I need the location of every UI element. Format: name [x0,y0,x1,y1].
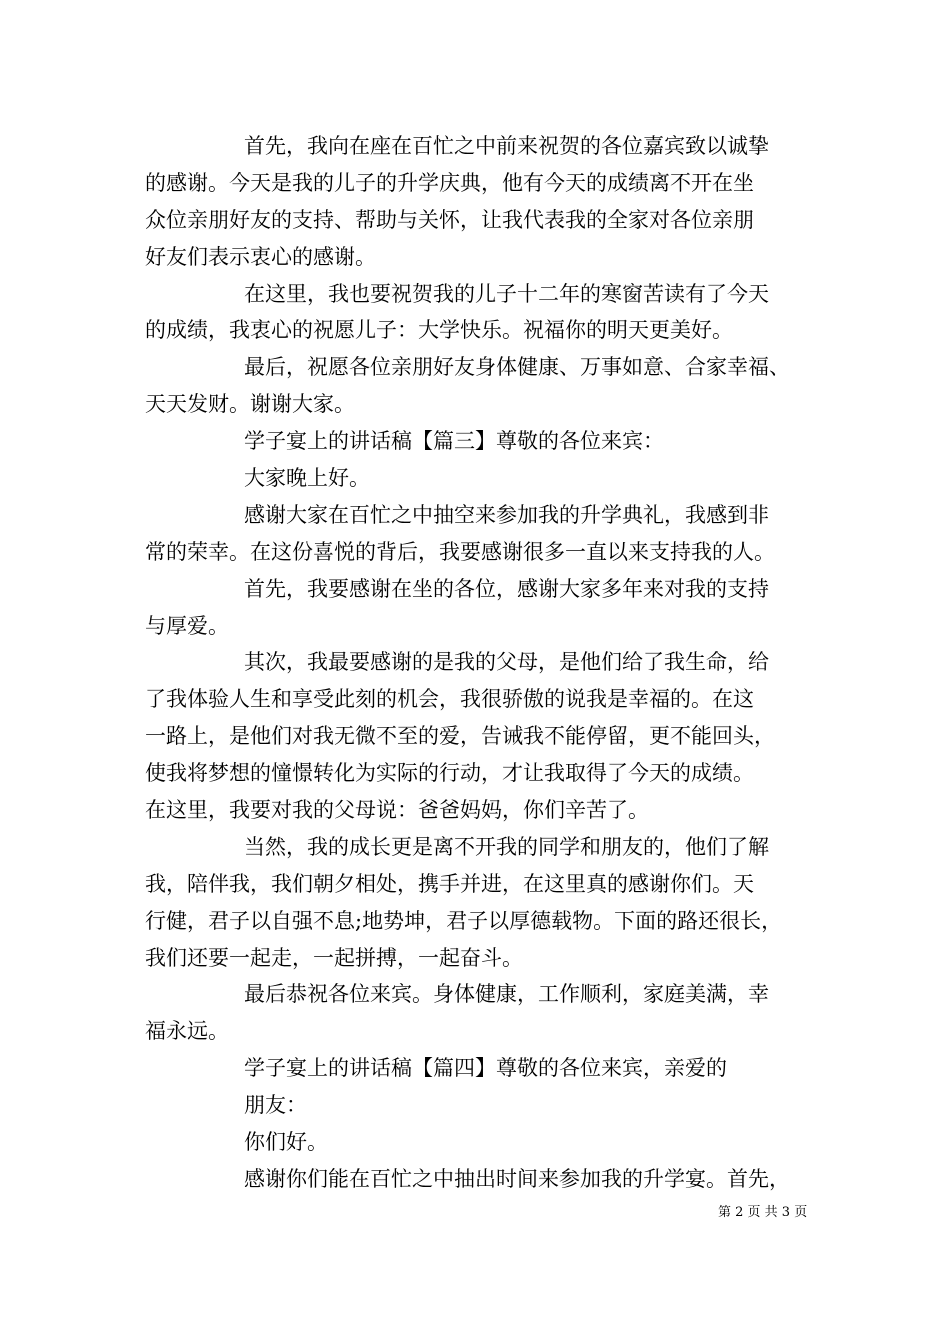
paragraph-line: 众位亲朋好友的支持、帮助与关怀，让我代表我的全家对各位亲朋 [145,207,754,232]
paragraph-line: 常的荣幸。在这份喜悦的背后，我要感谢很多一直以来支持我的人。 [145,539,775,564]
paragraph-line: 我们还要一起走，一起拼搏，一起奋斗。 [145,945,523,970]
paragraph-first-line: 你们好。 [244,1130,328,1155]
paragraph-line: 一路上，是他们对我无微不至的爱，告诫我不能停留，更不能回头， [145,724,775,749]
paragraph-first-line: 朋友： [244,1093,307,1118]
paragraph-first-line: 在这里，我也要祝贺我的儿子十二年的寒窗苦读有了今天 [244,281,769,306]
paragraph-first-line: 学子宴上的讲话稿【篇三】尊敬的各位来宾： [244,429,664,454]
paragraph-line: 我，陪伴我，我们朝夕相处，携手并进，在这里真的感谢你们。天 [145,871,754,896]
paragraph-first-line: 最后恭祝各位来宾。身体健康，工作顺利，家庭美满，幸 [244,982,769,1007]
paragraph-first-line: 其次，我最要感谢的是我的父母，是他们给了我生命，给 [244,650,769,675]
paragraph-line: 使我将梦想的憧憬转化为实际的行动，才让我取得了今天的成绩。 [145,761,754,786]
document-body [145,128,825,1198]
paragraph-line: 行健，君子以自强不息;地势坤，君子以厚德载物。下面的路还很长， [145,908,783,933]
paragraph-first-line: 当然，我的成长更是离不开我的同学和朋友的，他们了解 [244,834,769,859]
paragraph-first-line: 大家晚上好。 [244,466,370,491]
paragraph-first-line: 首先，我要感谢在坐的各位，感谢大家多年来对我的支持 [244,576,769,601]
paragraph-line: 好友们表示衷心的感谢。 [145,244,376,269]
paragraph-first-line: 感谢你们能在百忙之中抽出时间来参加我的升学宴。首先， [244,1166,790,1191]
paragraph-first-line: 最后，祝愿各位亲朋好友身体健康、万事如意、合家幸福、 [244,355,790,380]
paragraph-line: 在这里，我要对我的父母说：爸爸妈妈，你们辛苦了。 [145,798,649,823]
paragraph-line: 的成绩，我衷心的祝愿儿子：大学快乐。祝福你的明天更美好。 [145,318,733,343]
paragraph-line: 的感谢。今天是我的儿子的升学庆典，他有今天的成绩离不开在坐 [145,170,754,195]
paragraph-first-line: 感谢大家在百忙之中抽空来参加我的升学典礼，我感到非 [244,502,769,527]
paragraph-line: 了我体验人生和享受此刻的机会，我很骄傲的说我是幸福的。在这 [145,687,754,712]
paragraph-line: 福永远。 [145,1019,229,1044]
paragraph-line: 天天发财。谢谢大家。 [145,392,355,417]
paragraph-first-line: 学子宴上的讲话稿【篇四】尊敬的各位来宾，亲爱的 [244,1056,727,1081]
paragraph-first-line: 首先，我向在座在百忙之中前来祝贺的各位嘉宾致以诚挚 [244,134,769,158]
paragraph-line: 与厚爱。 [145,613,229,638]
page-number-footer: 第 2 页 共 3 页 [718,1205,808,1220]
